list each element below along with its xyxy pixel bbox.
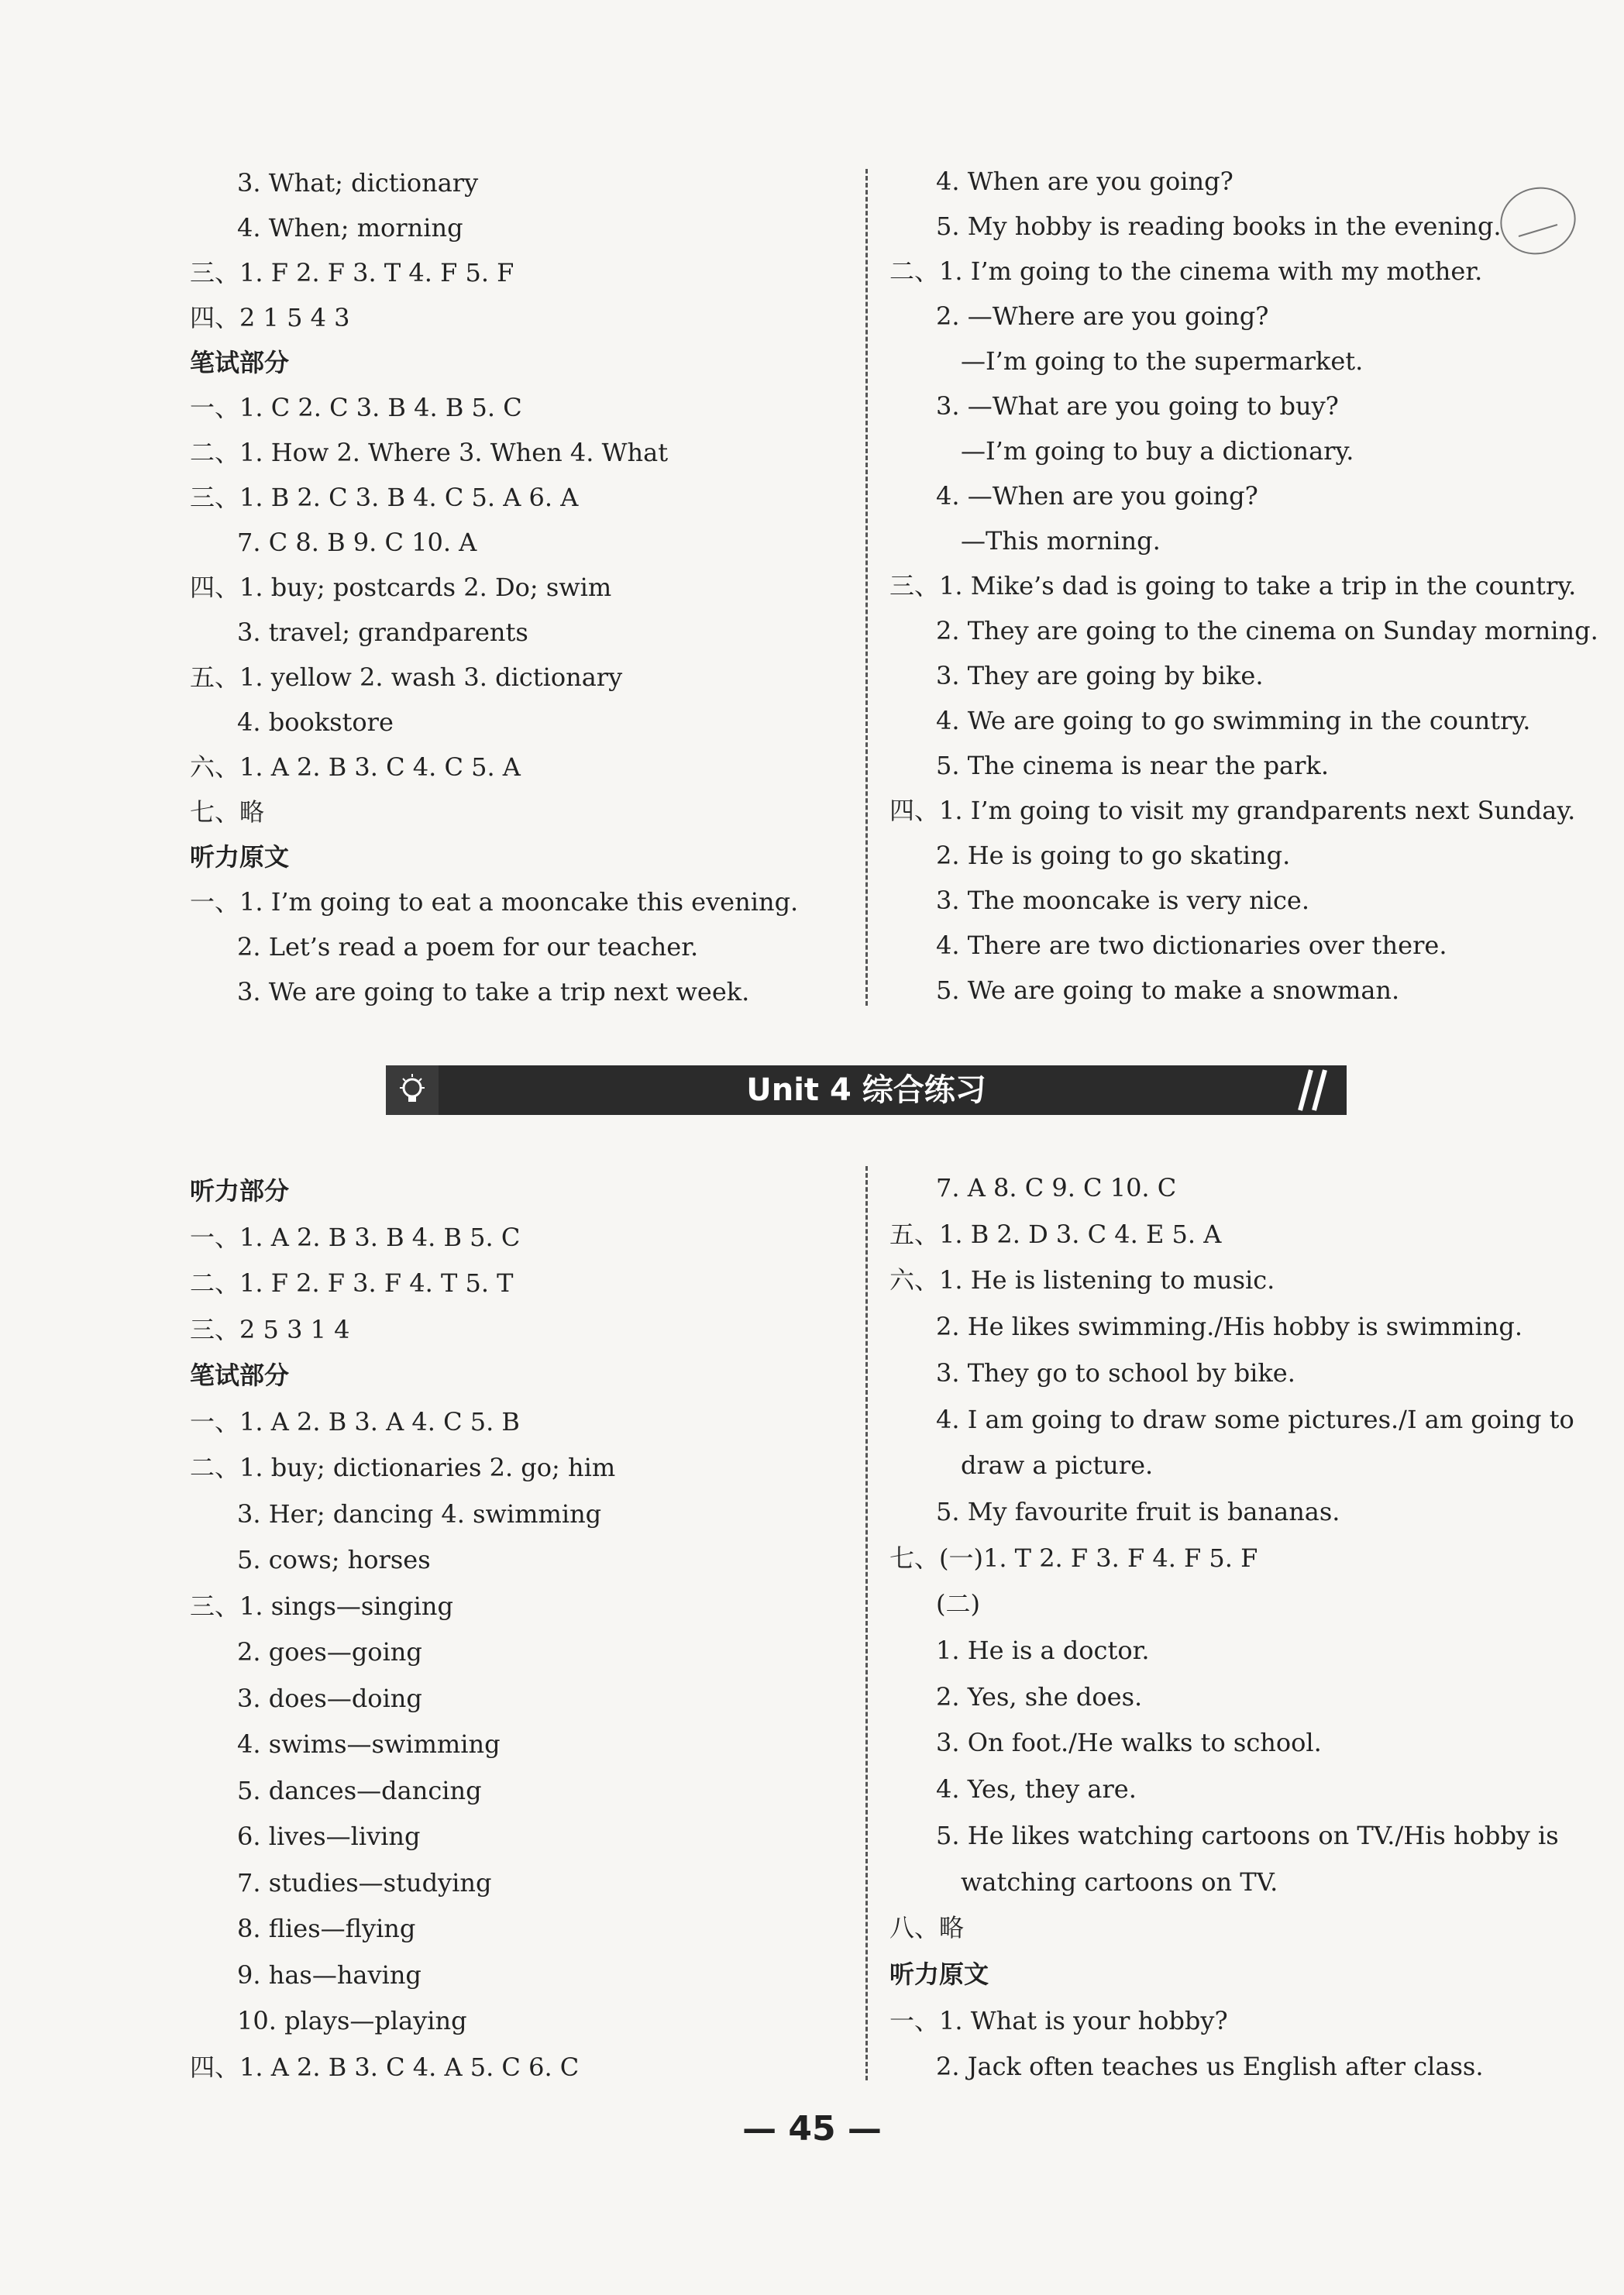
- answer-line: 笔试部分: [190, 348, 290, 377]
- answer-line: 4. When; morning: [237, 213, 463, 243]
- answer-line: 7. studies—studying: [237, 1867, 492, 1898]
- answer-line: 四、1. A 2. B 3. C 4. A 5. C 6. C: [190, 2052, 580, 2082]
- answer-line: 四、2 1 5 4 3: [190, 303, 350, 332]
- answer-line: 一、1. What is your hobby?: [889, 2005, 1228, 2035]
- answer-line: 2. —Where are you going?: [936, 301, 1269, 331]
- answer-line: 六、1. A 2. B 3. C 4. C 5. A: [190, 752, 521, 782]
- answer-line: 2. Jack often teaches us English after class.: [936, 2052, 1484, 2082]
- answer-line: 4. We are going to go swimming in the country.: [936, 706, 1531, 735]
- answer-line: 8. flies—flying: [237, 1914, 416, 1943]
- answer-line: 5. cows; horses: [237, 1545, 431, 1574]
- answer-line: 4. bookstore: [237, 707, 394, 737]
- answer-line: draw a picture.: [961, 1450, 1154, 1481]
- answer-line: 一、1. C 2. C 3. B 4. B 5. C: [190, 393, 522, 422]
- answer-line: 4. swims—swimming: [237, 1729, 501, 1759]
- answer-line: 八、略: [889, 1913, 965, 1943]
- answer-line: 3. travel; grandparents: [237, 618, 528, 647]
- answer-line: 5. We are going to make a snowman.: [936, 975, 1400, 1005]
- answer-line: 听力原文: [190, 842, 290, 872]
- answer-line: 笔试部分: [190, 1361, 290, 1390]
- answer-line: 三、2 5 3 1 4: [190, 1314, 350, 1344]
- unit-banner: [386, 1065, 1347, 1115]
- answer-line: 10. plays—playing: [237, 2006, 467, 2035]
- answer-line: 一、1. A 2. B 3. B 4. B 5. C: [190, 1222, 521, 1252]
- answer-line: 二、1. How 2. Where 3. When 4. What: [190, 438, 669, 467]
- answer-line: 2. Yes, she does.: [936, 1681, 1143, 1712]
- answer-line: 3. What; dictionary: [237, 168, 479, 198]
- answer-line: 2. goes—going: [237, 1637, 422, 1667]
- answer-line: 7. C 8. B 9. C 10. A: [237, 528, 477, 557]
- answer-line: (二): [936, 1589, 980, 1619]
- page-number: — 45 —: [742, 2109, 882, 2149]
- answer-line: 2. Let’s read a poem for our teacher.: [237, 932, 699, 962]
- answer-line: 4. When are you going?: [936, 167, 1233, 196]
- slashes-decoration: [1285, 1068, 1331, 1112]
- answer-line: 2. He likes swimming./His hobby is swimming.: [936, 1312, 1523, 1342]
- answer-line: 6. lives—living: [237, 1822, 421, 1851]
- answer-line: 5. He likes watching cartoons on TV./His hobby is: [936, 1820, 1559, 1850]
- answer-line: 五、1. yellow 2. wash 3. dictionary: [190, 662, 623, 692]
- answer-line: 5. The cinema is near the park.: [936, 751, 1329, 780]
- answer-line: 3. Her; dancing 4. swimming: [237, 1498, 602, 1529]
- column-divider-top: [865, 169, 868, 1006]
- answer-line: 3. We are going to take a trip next week.: [237, 977, 750, 1006]
- answer-line: 4. I am going to draw some pictures./I am going to: [936, 1404, 1574, 1434]
- answer-line: 3. They are going by bike.: [936, 661, 1264, 690]
- answer-line: 四、1. I’m going to visit my grandparents next Sunday.: [889, 796, 1576, 825]
- answer-line: —I’m going to buy a dictionary.: [961, 436, 1354, 466]
- answer-line: 四、1. buy; postcards 2. Do; swim: [190, 573, 612, 602]
- answer-line: 二、1. F 2. F 3. F 4. T 5. T: [190, 1268, 514, 1298]
- answer-line: 5. My favourite fruit is bananas.: [936, 1496, 1340, 1526]
- answer-line: 9. has—having: [237, 1960, 421, 1990]
- answer-line: 7. A 8. C 9. C 10. C: [936, 1173, 1177, 1203]
- answer-line: 2. He is going to go skating.: [936, 841, 1291, 870]
- answer-line: 听力原文: [889, 1959, 989, 1989]
- answer-line: 听力部分: [190, 1176, 290, 1206]
- answer-line: 一、1. A 2. B 3. A 4. C 5. B: [190, 1406, 520, 1437]
- answer-line: 三、1. Mike’s dad is going to take a trip in the country.: [889, 571, 1577, 600]
- answer-line: 5. dances—dancing: [237, 1775, 482, 1805]
- answer-line: 4. There are two dictionaries over there.: [936, 931, 1447, 960]
- answer-line: —I’m going to the supermarket.: [961, 346, 1364, 376]
- answer-line: 一、1. I’m going to eat a mooncake this evening.: [190, 887, 799, 917]
- answer-line: watching cartoons on TV.: [961, 1867, 1278, 1897]
- answer-line: 3. The mooncake is very nice.: [936, 886, 1310, 915]
- answer-line: 六、1. He is listening to music.: [889, 1265, 1275, 1295]
- answer-line: 二、1. buy; dictionaries 2. go; him: [190, 1453, 616, 1482]
- answer-line: 3. —What are you going to buy?: [936, 391, 1339, 421]
- answer-line: 三、1. B 2. C 3. B 4. C 5. A 6. A: [190, 483, 579, 512]
- answer-line: 4. Yes, they are.: [936, 1774, 1137, 1805]
- answer-line: 三、1. sings—singing: [190, 1591, 453, 1621]
- banner-title: Unit 4 综合练习: [746, 1072, 986, 1108]
- answer-line: 七、略: [190, 797, 265, 827]
- answer-line: 五、1. B 2. D 3. C 4. E 5. A: [889, 1219, 1222, 1249]
- answer-line: 1. He is a doctor.: [936, 1636, 1150, 1665]
- answer-line: —This morning.: [961, 526, 1161, 556]
- answer-line: 二、1. I’m going to the cinema with my mother.: [889, 256, 1483, 286]
- stamp-icon: [1495, 178, 1581, 263]
- answer-line: 4. —When are you going?: [936, 481, 1258, 511]
- answer-line: 5. My hobby is reading books in the evening.: [936, 212, 1502, 241]
- column-divider-bottom: [865, 1166, 868, 2080]
- answer-line: 七、(一)1. T 2. F 3. F 4. F 5. F: [889, 1543, 1258, 1573]
- answer-line: 3. They go to school by bike.: [936, 1357, 1295, 1388]
- answer-line: 三、1. F 2. F 3. T 4. F 5. F: [190, 258, 514, 287]
- answer-line: 3. does—doing: [237, 1683, 422, 1713]
- answer-line: 3. On foot./He walks to school.: [936, 1728, 1322, 1758]
- answer-line: 2. They are going to the cinema on Sunday morning.: [936, 616, 1598, 645]
